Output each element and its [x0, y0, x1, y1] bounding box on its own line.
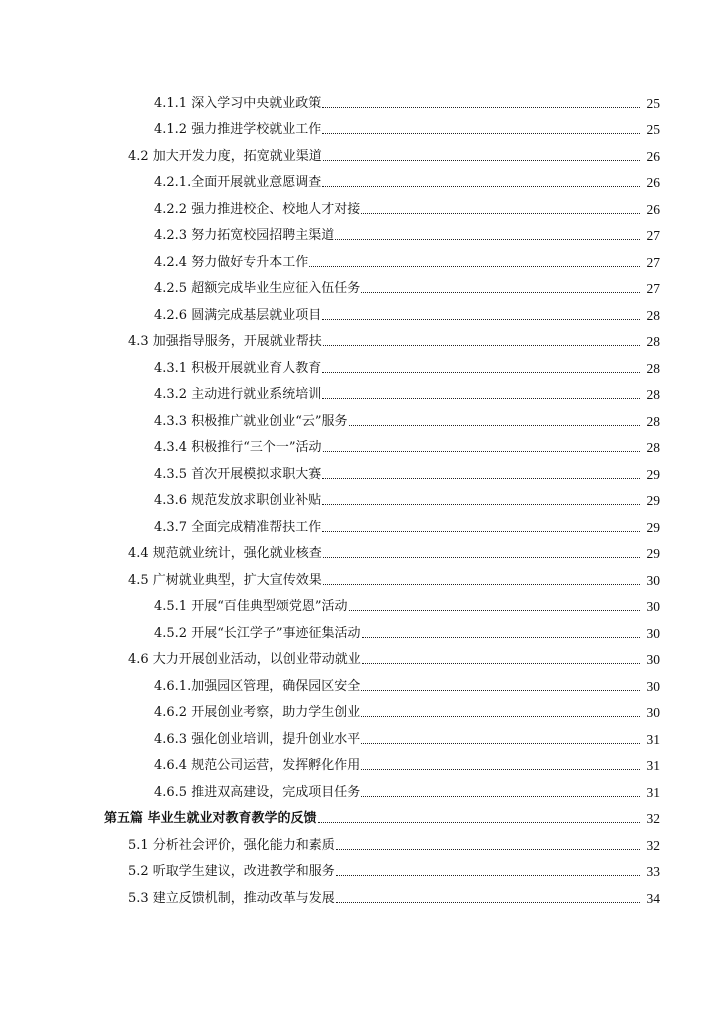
toc-page-number: 30 — [646, 572, 660, 588]
toc-entry-title: 4.2.6 圆满完成基层就业项目 — [154, 307, 322, 323]
dot-leader — [335, 239, 640, 240]
dot-leader — [349, 425, 640, 426]
toc-page-number: 29 — [646, 519, 660, 535]
dot-leader — [322, 504, 640, 505]
toc-page-number: 34 — [646, 890, 660, 906]
toc-page-number: 26 — [646, 175, 660, 190]
toc-entry[interactable] — [154, 699, 660, 726]
toc-entry-title: 4.3.2 主动进行就业系统培训 — [154, 387, 322, 402]
toc-entry[interactable] — [128, 566, 660, 593]
dot-leader — [323, 557, 640, 558]
dot-leader — [323, 160, 640, 161]
toc-entry-title: 4.3.7 全面完成精准帮扶工作 — [154, 519, 322, 535]
toc-entry[interactable] — [128, 858, 660, 885]
toc-entry-title: 4.6.4 规范公司运营，发挥孵化作用 — [154, 758, 361, 773]
toc-entry-title: 4.6.5 推进双高建设，完成项目任务 — [154, 784, 361, 800]
toc-entry-title: 4.3 加强指导服务，开展就业帮扶 — [128, 334, 322, 349]
dot-leader — [361, 743, 640, 744]
toc-entry-title: 4.5.1 开展“百佳典型颂党恩”活动 — [154, 599, 348, 614]
toc-page-number: 26 — [646, 201, 660, 217]
toc-entry-title: 4.5 广树就业典型，扩大宣传效果 — [128, 572, 322, 588]
table-of-contents — [0, 89, 724, 911]
toc-entry-title: 4.6 大力开展创业活动，以创业带动就业 — [128, 652, 361, 667]
toc-entry[interactable] — [128, 142, 660, 169]
toc-entry[interactable] — [154, 725, 660, 752]
toc-entry[interactable] — [154, 593, 660, 620]
toc-entry[interactable] — [154, 169, 660, 196]
toc-entry-title: 4.3.4 积极推行“三个一”活动 — [154, 440, 322, 455]
toc-entry-title: 4.2.4 努力做好专升本工作 — [154, 254, 309, 270]
toc-entry[interactable] — [154, 301, 660, 328]
toc-page-number: 28 — [646, 334, 660, 349]
dot-leader — [336, 902, 640, 903]
toc-entry-title: 4.2.3 努力拓宽校园招聘主渠道 — [154, 228, 335, 243]
toc-page-number: 28 — [646, 413, 660, 429]
toc-page-number: 28 — [646, 440, 660, 455]
dot-leader — [322, 319, 640, 320]
toc-entry-title: 4.1.1 深入学习中央就业政策 — [154, 95, 322, 111]
toc-entry-title: 4.2.5 超额完成毕业生应征入伍任务 — [154, 281, 361, 296]
toc-page-number: 30 — [646, 599, 660, 614]
toc-entry[interactable] — [128, 884, 660, 911]
toc-page-number: 31 — [646, 731, 660, 747]
toc-entry-title: 4.2 加大开发力度，拓宽就业渠道 — [128, 148, 322, 164]
toc-entry[interactable] — [128, 328, 660, 355]
dot-leader — [361, 796, 640, 797]
toc-entry[interactable] — [154, 248, 660, 275]
toc-page-number: 29 — [646, 493, 660, 508]
toc-page-number: 27 — [646, 254, 660, 270]
toc-entry[interactable] — [128, 646, 660, 673]
dot-leader — [361, 769, 640, 770]
dot-leader — [361, 690, 640, 691]
toc-entry[interactable] — [154, 116, 660, 143]
dot-leader — [318, 822, 640, 823]
toc-entry-title: 4.3.6 规范发放求职创业补贴 — [154, 493, 322, 508]
toc-entry[interactable] — [154, 513, 660, 540]
toc-page-number: 32 — [646, 837, 660, 853]
dot-leader — [322, 478, 640, 479]
toc-entry-title: 4.2.2 强力推进校企、校地人才对接 — [154, 201, 361, 217]
dot-leader — [349, 610, 640, 611]
toc-entry[interactable] — [154, 672, 660, 699]
toc-entry[interactable] — [154, 89, 660, 116]
dot-leader — [322, 531, 640, 532]
dot-leader — [361, 292, 640, 293]
toc-page-number: 29 — [646, 546, 660, 561]
toc-entry[interactable] — [154, 275, 660, 302]
toc-page-number: 30 — [646, 652, 660, 667]
toc-page-number: 25 — [646, 95, 660, 111]
toc-page-number: 31 — [646, 784, 660, 800]
dot-leader — [323, 451, 640, 452]
toc-entry[interactable] — [154, 619, 660, 646]
toc-entry-title: 第五篇 毕业生就业对教育教学的反馈 — [104, 811, 317, 826]
toc-entry[interactable] — [154, 460, 660, 487]
dot-leader — [336, 875, 640, 876]
toc-page-number: 32 — [646, 811, 660, 826]
toc-entry[interactable] — [154, 222, 660, 249]
dot-leader — [336, 849, 640, 850]
dot-leader — [323, 345, 640, 346]
dot-leader — [322, 398, 640, 399]
toc-page-number: 26 — [646, 148, 660, 164]
dot-leader — [362, 663, 640, 664]
toc-page-number: 30 — [646, 705, 660, 720]
toc-entry[interactable] — [154, 434, 660, 461]
toc-page-number: 27 — [646, 228, 660, 243]
toc-page-number: 28 — [646, 387, 660, 402]
dot-leader — [322, 372, 640, 373]
toc-page-number: 28 — [646, 360, 660, 376]
dot-leader — [323, 584, 640, 585]
toc-entry-title: 4.6.2 开展创业考察，助力学生创业 — [154, 705, 361, 720]
dot-leader — [362, 637, 640, 638]
toc-entry-title: 4.3.3 积极推广就业创业“云”服务 — [154, 413, 348, 429]
toc-entry[interactable] — [104, 805, 660, 832]
toc-entry-title: 5.1 分析社会评价，强化能力和素质 — [128, 837, 335, 853]
toc-entry-title: 4.6.3 强化创业培训，提升创业水平 — [154, 731, 361, 747]
toc-entry-title: 4.6.1.加强园区管理，确保园区安全 — [154, 678, 361, 694]
toc-entry-title: 4.3.1 积极开展就业育人教育 — [154, 360, 322, 376]
toc-entry[interactable] — [154, 487, 660, 514]
toc-entry-title: 4.2.1.全面开展就业意愿调查 — [154, 175, 322, 190]
toc-page-number: 33 — [646, 864, 660, 879]
toc-page-number: 25 — [646, 122, 660, 137]
toc-entry[interactable] — [128, 831, 660, 858]
toc-entry[interactable] — [154, 195, 660, 222]
toc-entry[interactable] — [154, 407, 660, 434]
dot-leader — [322, 186, 640, 187]
toc-entry[interactable] — [154, 381, 660, 408]
toc-page-number: 31 — [646, 758, 660, 773]
toc-page-number: 27 — [646, 281, 660, 296]
toc-page-number: 30 — [646, 678, 660, 694]
toc-entry-title: 5.3 建立反馈机制，推动改革与发展 — [128, 890, 335, 906]
toc-entry-title: 5.2 听取学生建议，改进教学和服务 — [128, 864, 335, 879]
dot-leader — [322, 133, 640, 134]
toc-page-number: 29 — [646, 466, 660, 482]
toc-entry-title: 4.4 规范就业统计，强化就业核查 — [128, 546, 322, 561]
toc-entry-title: 4.5.2 开展“长江学子”事迹征集活动 — [154, 625, 361, 641]
dot-leader — [361, 716, 640, 717]
dot-leader — [322, 107, 640, 108]
toc-entry[interactable] — [128, 540, 660, 567]
toc-page-number: 30 — [646, 625, 660, 641]
dot-leader — [361, 213, 640, 214]
toc-page-number: 28 — [646, 307, 660, 323]
toc-entry-title: 4.1.2 强力推进学校就业工作 — [154, 122, 322, 137]
toc-entry[interactable] — [154, 778, 660, 805]
dot-leader — [309, 266, 640, 267]
toc-entry-title: 4.3.5 首次开展模拟求职大赛 — [154, 466, 322, 482]
toc-entry[interactable] — [154, 752, 660, 779]
toc-entry[interactable] — [154, 354, 660, 381]
